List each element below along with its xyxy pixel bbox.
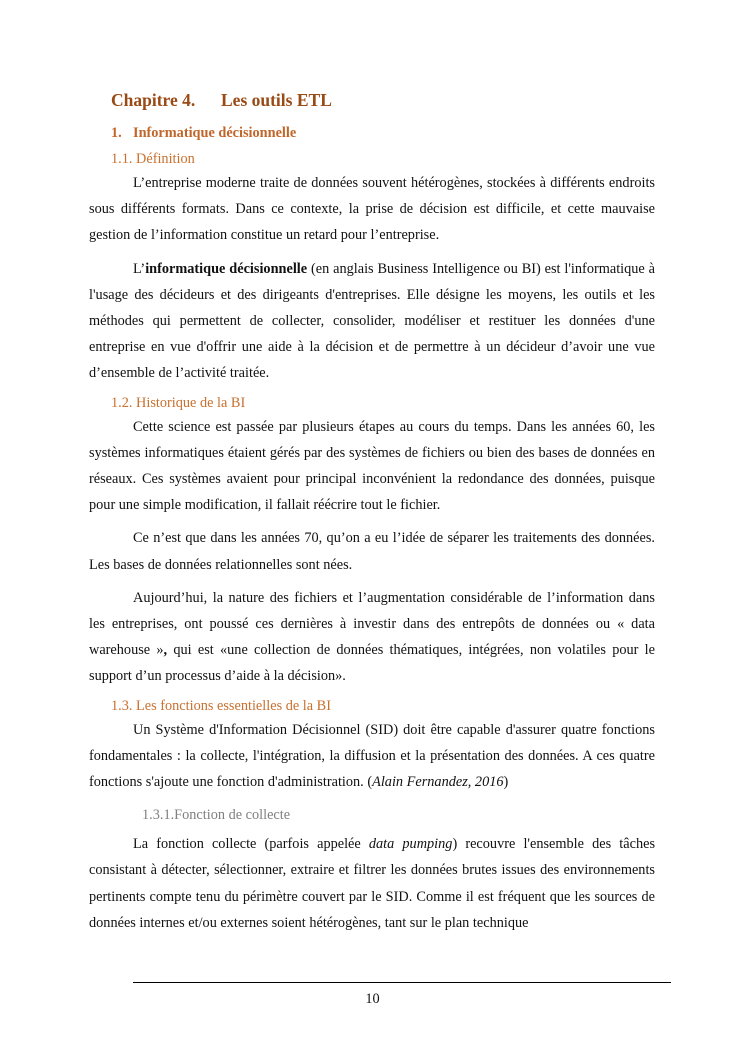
- bold-term: informatique décisionnelle: [145, 260, 308, 277]
- text-segment: (en anglais Business Intelligence ou BI) est l'informatique à l'usage des décideurs et des dirigeants d'entreprises. Elle désigne les moyens, les outils et les méthodes qui permettent de collecter, consolider, modéliser et restituer les données d'une entreprise en vue d'offrir une aide à la décision et de permettre à un décideur d’avoir une vue d’ensemble de l’activité traitée.: [89, 260, 655, 382]
- subsubsection-number: 1.3.1.: [142, 807, 175, 824]
- chapter-heading: [111, 87, 655, 113]
- subsubsection-heading-collecte: [142, 805, 655, 825]
- italic-term: data pumping: [368, 836, 453, 853]
- text-segment: ) recouvre l'ensemble des tâches consistant à détecter, sélectionner, extraire et filtrer les données brutes issues des environnements pertinents compte tenu du périmètre couvert par le SID. Comme il est fréquent que les sources de données internes et/ou externes soient hétérogènes, tant sur le plan technique: [89, 836, 656, 931]
- text-segment: L’: [133, 260, 146, 277]
- paragraph-fonctions-1: [89, 717, 655, 796]
- bold-comma: ,: [163, 642, 168, 659]
- text-segment: La fonction collecte (parfois appelée: [133, 836, 369, 853]
- text-segment: Aujourd’hui, la nature des fichiers et l’augmentation considérable de l’information dans les entreprises, ont poussé ces dernières à investir dans des entrepôts de données ou « data warehouse »: [89, 589, 655, 659]
- subsubsection-title: Fonction de collecte: [174, 807, 291, 824]
- section-title: Informatique décisionnelle: [133, 125, 297, 141]
- paragraph-definition-1: L’entreprise moderne traite de données souvent hétérogènes, stockées à différents endroits sous différents formats. Dans ce contexte, la prise de décision est difficile, et cette mauvaise gestion de l’information constitue un retard pour l’entreprise.: [89, 175, 655, 244]
- chapter-title: Les outils ETL: [221, 90, 332, 110]
- paragraph-historique-3: [89, 585, 655, 690]
- page-content: [89, 87, 655, 936]
- footer-divider: [133, 982, 671, 983]
- section-heading-1: [111, 123, 655, 143]
- text-segment: ): [503, 774, 509, 791]
- subsection-heading-fonctions: 1.3. Les fonctions essentielles de la BI: [111, 697, 331, 714]
- text-segment: qui est «une collection de données thématiques, intégrées, non volatiles pour le support d’un processus d’aide à la décision».: [89, 642, 655, 685]
- paragraph-historique-2: Ce n’est que dans les années 70, qu’on a eu l’idée de séparer les traitements des données. Les bases de données relationnelles sont nées.: [89, 530, 655, 573]
- chapter-number: Chapitre 4.: [111, 90, 196, 110]
- paragraph-historique-1: Cette science est passée par plusieurs étapes au cours du temps. Dans les années 60, les systèmes informatiques étaient gérés par des systèmes de fichiers ou bien des bases de données en réseaux. Ces systèmes avaient pour principal inconvénient la redondance des données, puisque pour une simple modification, il fallait réécrire tout le fichier.: [89, 418, 655, 514]
- subsection-heading-historique: 1.2. Historique de la BI: [111, 394, 246, 411]
- text-segment: Un Système d'Information Décisionnel (SID) doit être capable d'assurer quatre fonctions fondamentales : la collecte, l'intégration, la diffusion et la présentation des données. A ces quatre fonctions s'ajoute une fonction d'administration. (: [89, 721, 655, 791]
- paragraph-collecte-1: [89, 831, 655, 936]
- page-number: 10: [365, 991, 380, 1007]
- section-number: 1.: [111, 125, 122, 141]
- citation: Alain Fernandez, 2016: [372, 774, 504, 791]
- subsection-heading-definition: 1.1. Définition: [111, 151, 195, 167]
- paragraph-definition-2: [89, 256, 655, 387]
